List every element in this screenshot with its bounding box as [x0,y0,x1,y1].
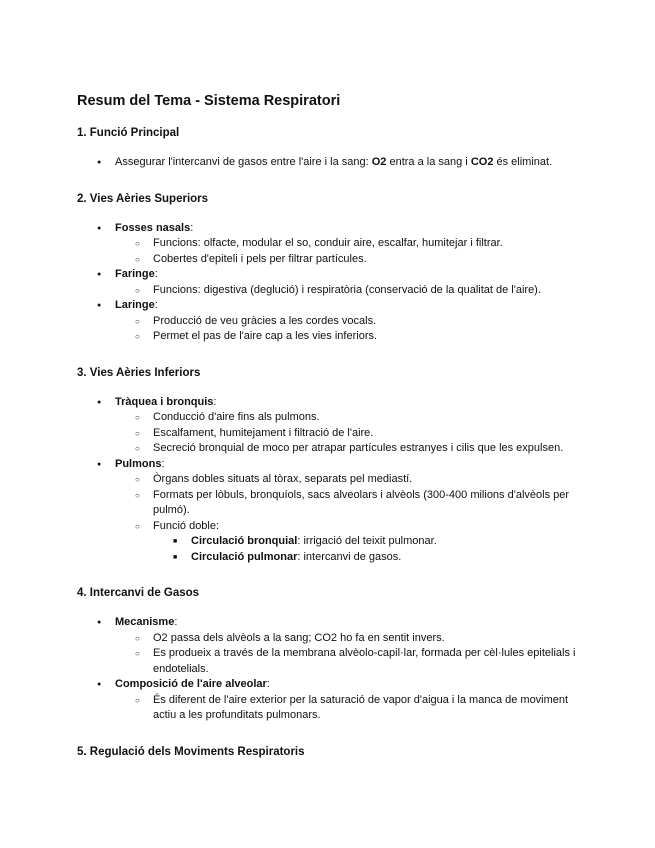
text: Funció doble: [153,519,220,532]
sub-item: ○ Escalfament, humitejament i filtració de l'aire. [115,426,577,442]
bold-text: CO2 [470,156,494,168]
bold-label: Circulació pulmonar [191,550,298,563]
sub-sub-item [153,550,577,566]
sub-item: ○ Permet el pas de l'aire cap a les vies inferiors. [115,329,577,345]
text: entra a la sang i [386,156,471,168]
sub-item: ○ Funcions: olfacte, modular el so, conduir aire, escalfar, humitejar i filtrar. [115,236,577,252]
sub-sub-item [153,534,577,550]
colon: : [213,395,217,408]
colon: : [154,299,158,311]
text: és eliminat. [493,156,553,168]
sub-item: ○ Òrgans dobles situats al tòrax, separats pel mediastí. [115,472,577,488]
bold-label: Tràquea i bronquis [115,395,214,408]
sub-item: ○ És diferent de l'aire exterior per la saturació de vapor d'aigua i la manca de moviment actiu a les profunditats pulmonars. [115,693,577,724]
bold-label: Laringe [115,299,155,311]
section-funcio-principal [77,126,577,183]
text: : irrigació del teixit pulmonar. [297,535,437,547]
colon: : [266,678,270,690]
colon: : [174,616,178,628]
section-heading: 5. Regulació dels Moviments Respiratoris [77,745,305,758]
bold-label: Circulació bronquial [191,535,298,547]
section-regulacio [77,745,577,760]
section-vies-superiors [77,192,577,357]
bold-label: Fosses nasals [115,221,191,234]
colon: : [154,268,158,280]
bold-label: Pulmons [115,457,162,470]
bold-label: Mecanisme [115,616,175,628]
list-item [77,615,577,677]
colon: : [161,457,165,470]
list-item [77,221,577,268]
section-heading: 3. Vies Aèries Inferiors [77,366,201,379]
list-item [77,457,577,566]
text: Assegurar l'intercanvi de gasos entre l'aire i la sang: [115,156,372,168]
list-item [77,677,577,724]
list-item [77,155,577,171]
list-item [77,395,577,457]
sub-item: ○ Es produeix a través de la membrana alvèolo-capil·lar, formada per cèl·lules epitelials i endotelials. [115,646,577,677]
section-heading: 2. Vies Aèries Superiors [77,192,209,205]
sub-item: ○ Secreció bronquial de moco per atrapar partícules estranyes i cilis que les expulsen. [115,441,577,457]
bold-label: Faringe [115,268,155,280]
bold-label: Composició de l'aire alveolar [115,678,267,690]
document-page [77,92,577,774]
section-intercanvi [77,586,577,736]
list-item [77,298,577,345]
list-item [77,267,577,298]
sub-item: ○ Cobertes d'epiteli i pels per filtrar partícules. [115,252,577,268]
document-title: Resum del Tema - Sistema Respiratori [77,93,341,109]
colon: : [190,221,194,234]
section-vies-inferiors [77,366,577,578]
bold-text: O2 [371,156,387,168]
section-heading: 4. Intercanvi de Gasos [77,587,200,599]
sub-item [115,519,577,566]
text: : intercanvi de gasos. [297,550,402,563]
sub-item: ○ Formats per lòbuls, bronquíols, sacs alveolars i alvèols (300-400 milions d'alvèols per pulmó). [115,488,577,519]
section-heading: 1. Funció Principal [77,127,180,139]
sub-item: ○ O2 passa dels alvèols a la sang; CO2 ho fa en sentit invers. [115,631,577,647]
sub-item: ○ Producció de veu gràcies a les cordes vocals. [115,314,577,330]
sub-item: ○ Conducció d'aire fins als pulmons. [115,410,577,426]
sub-item: ○ Funcions: digestiva (deglució) i respiratòria (conservació de la qualitat de l'aire). [115,283,577,299]
